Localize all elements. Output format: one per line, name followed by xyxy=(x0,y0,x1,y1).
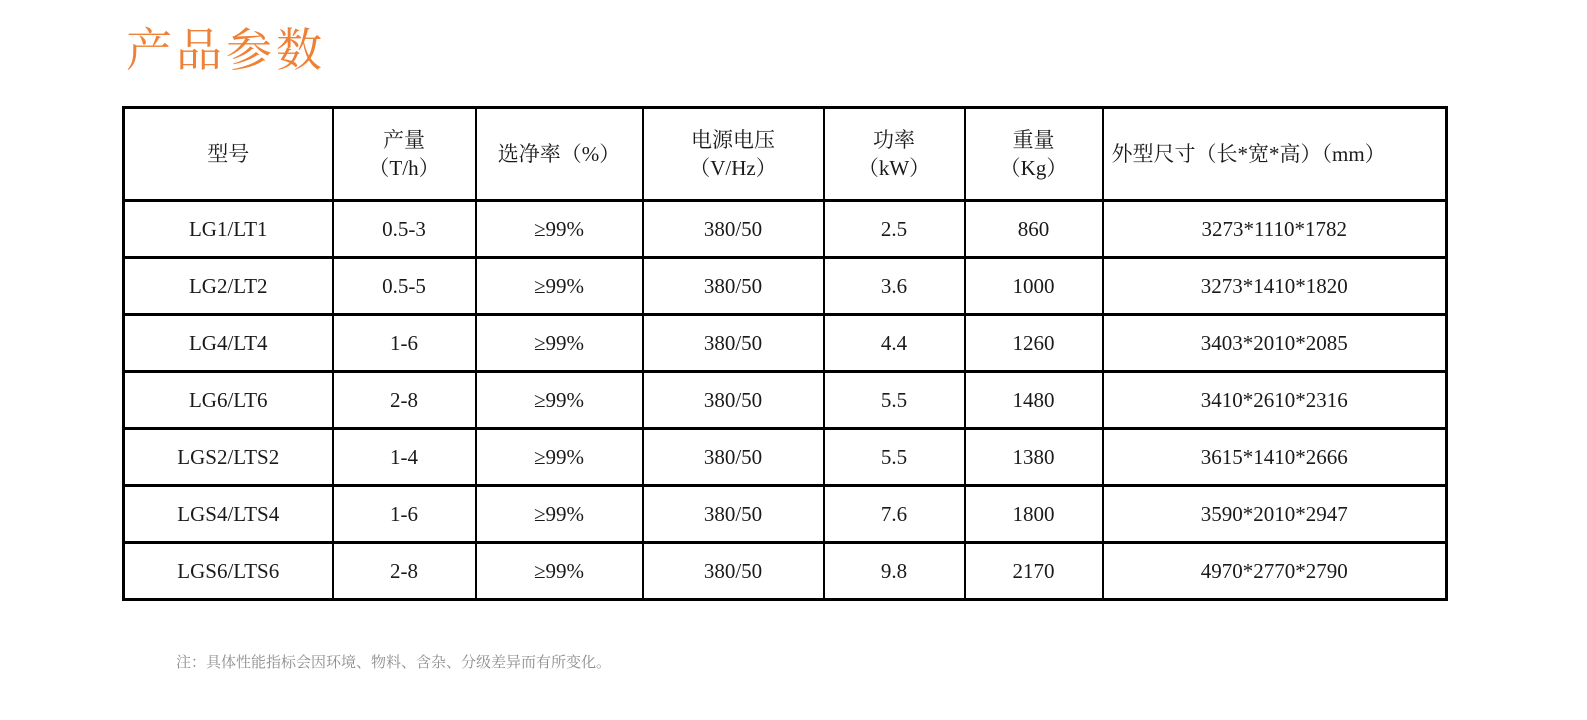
cell-model: LGS2/LTS2 xyxy=(124,429,333,486)
table-row xyxy=(124,486,1447,543)
table-row xyxy=(124,372,1447,429)
cell-dimensions: 3273*1410*1820 xyxy=(1103,258,1447,315)
cell-weight: 1380 xyxy=(965,429,1103,486)
column-header-weight: 重量 （Kg） xyxy=(965,108,1103,201)
table-header-row xyxy=(124,108,1447,201)
cell-purity: ≥99% xyxy=(476,543,643,600)
cell-purity: ≥99% xyxy=(476,372,643,429)
cell-dimensions: 4970*2770*2790 xyxy=(1103,543,1447,600)
cell-voltage: 380/50 xyxy=(643,201,824,258)
cell-dimensions: 3273*1110*1782 xyxy=(1103,201,1447,258)
cell-purity: ≥99% xyxy=(476,258,643,315)
cell-output: 2-8 xyxy=(333,372,476,429)
cell-power: 4.4 xyxy=(824,315,965,372)
cell-output: 1-4 xyxy=(333,429,476,486)
cell-output: 0.5-5 xyxy=(333,258,476,315)
cell-purity: ≥99% xyxy=(476,429,643,486)
table-row xyxy=(124,429,1447,486)
cell-power: 5.5 xyxy=(824,429,965,486)
cell-dimensions: 3590*2010*2947 xyxy=(1103,486,1447,543)
table-row xyxy=(124,258,1447,315)
cell-dimensions: 3403*2010*2085 xyxy=(1103,315,1447,372)
cell-voltage: 380/50 xyxy=(643,486,824,543)
column-header-purity: 选净率（%） xyxy=(476,108,643,201)
cell-dimensions: 3410*2610*2316 xyxy=(1103,372,1447,429)
table-row xyxy=(124,201,1447,258)
cell-weight: 1480 xyxy=(965,372,1103,429)
cell-output: 2-8 xyxy=(333,543,476,600)
cell-voltage: 380/50 xyxy=(643,543,824,600)
cell-model: LGS4/LTS4 xyxy=(124,486,333,543)
cell-model: LGS6/LTS6 xyxy=(124,543,333,600)
column-header-output: 产量 （T/h） xyxy=(333,108,476,201)
cell-voltage: 380/50 xyxy=(643,315,824,372)
cell-power: 9.8 xyxy=(824,543,965,600)
cell-voltage: 380/50 xyxy=(643,258,824,315)
cell-voltage: 380/50 xyxy=(643,429,824,486)
cell-dimensions: 3615*1410*2666 xyxy=(1103,429,1447,486)
spec-table xyxy=(122,106,1448,601)
column-header-voltage: 电源电压 （V/Hz） xyxy=(643,108,824,201)
cell-power: 5.5 xyxy=(824,372,965,429)
cell-weight: 1000 xyxy=(965,258,1103,315)
cell-weight: 860 xyxy=(965,201,1103,258)
column-header-dimensions: 外型尺寸（长*宽*高）（mm） xyxy=(1103,108,1447,201)
cell-purity: ≥99% xyxy=(476,486,643,543)
cell-output: 1-6 xyxy=(333,486,476,543)
cell-voltage: 380/50 xyxy=(643,372,824,429)
cell-model: LG4/LT4 xyxy=(124,315,333,372)
note-text: 注：具体性能指标会因环境、物料、含杂、分级差异而有所变化。 xyxy=(176,654,612,671)
cell-purity: ≥99% xyxy=(476,201,643,258)
column-header-model: 型号 xyxy=(124,108,333,201)
cell-output: 0.5-3 xyxy=(333,201,476,258)
cell-weight: 1800 xyxy=(965,486,1103,543)
cell-model: LG1/LT1 xyxy=(124,201,333,258)
cell-model: LG2/LT2 xyxy=(124,258,333,315)
cell-weight: 2170 xyxy=(965,543,1103,600)
spec-table-container xyxy=(122,106,1448,601)
column-header-power: 功率 （kW） xyxy=(824,108,965,201)
table-row xyxy=(124,543,1447,600)
cell-power: 2.5 xyxy=(824,201,965,258)
cell-model: LG6/LT6 xyxy=(124,372,333,429)
table-row xyxy=(124,315,1447,372)
cell-purity: ≥99% xyxy=(476,315,643,372)
cell-power: 3.6 xyxy=(824,258,965,315)
cell-output: 1-6 xyxy=(333,315,476,372)
cell-weight: 1260 xyxy=(965,315,1103,372)
cell-power: 7.6 xyxy=(824,486,965,543)
page-title: 产品参数 xyxy=(126,25,326,76)
